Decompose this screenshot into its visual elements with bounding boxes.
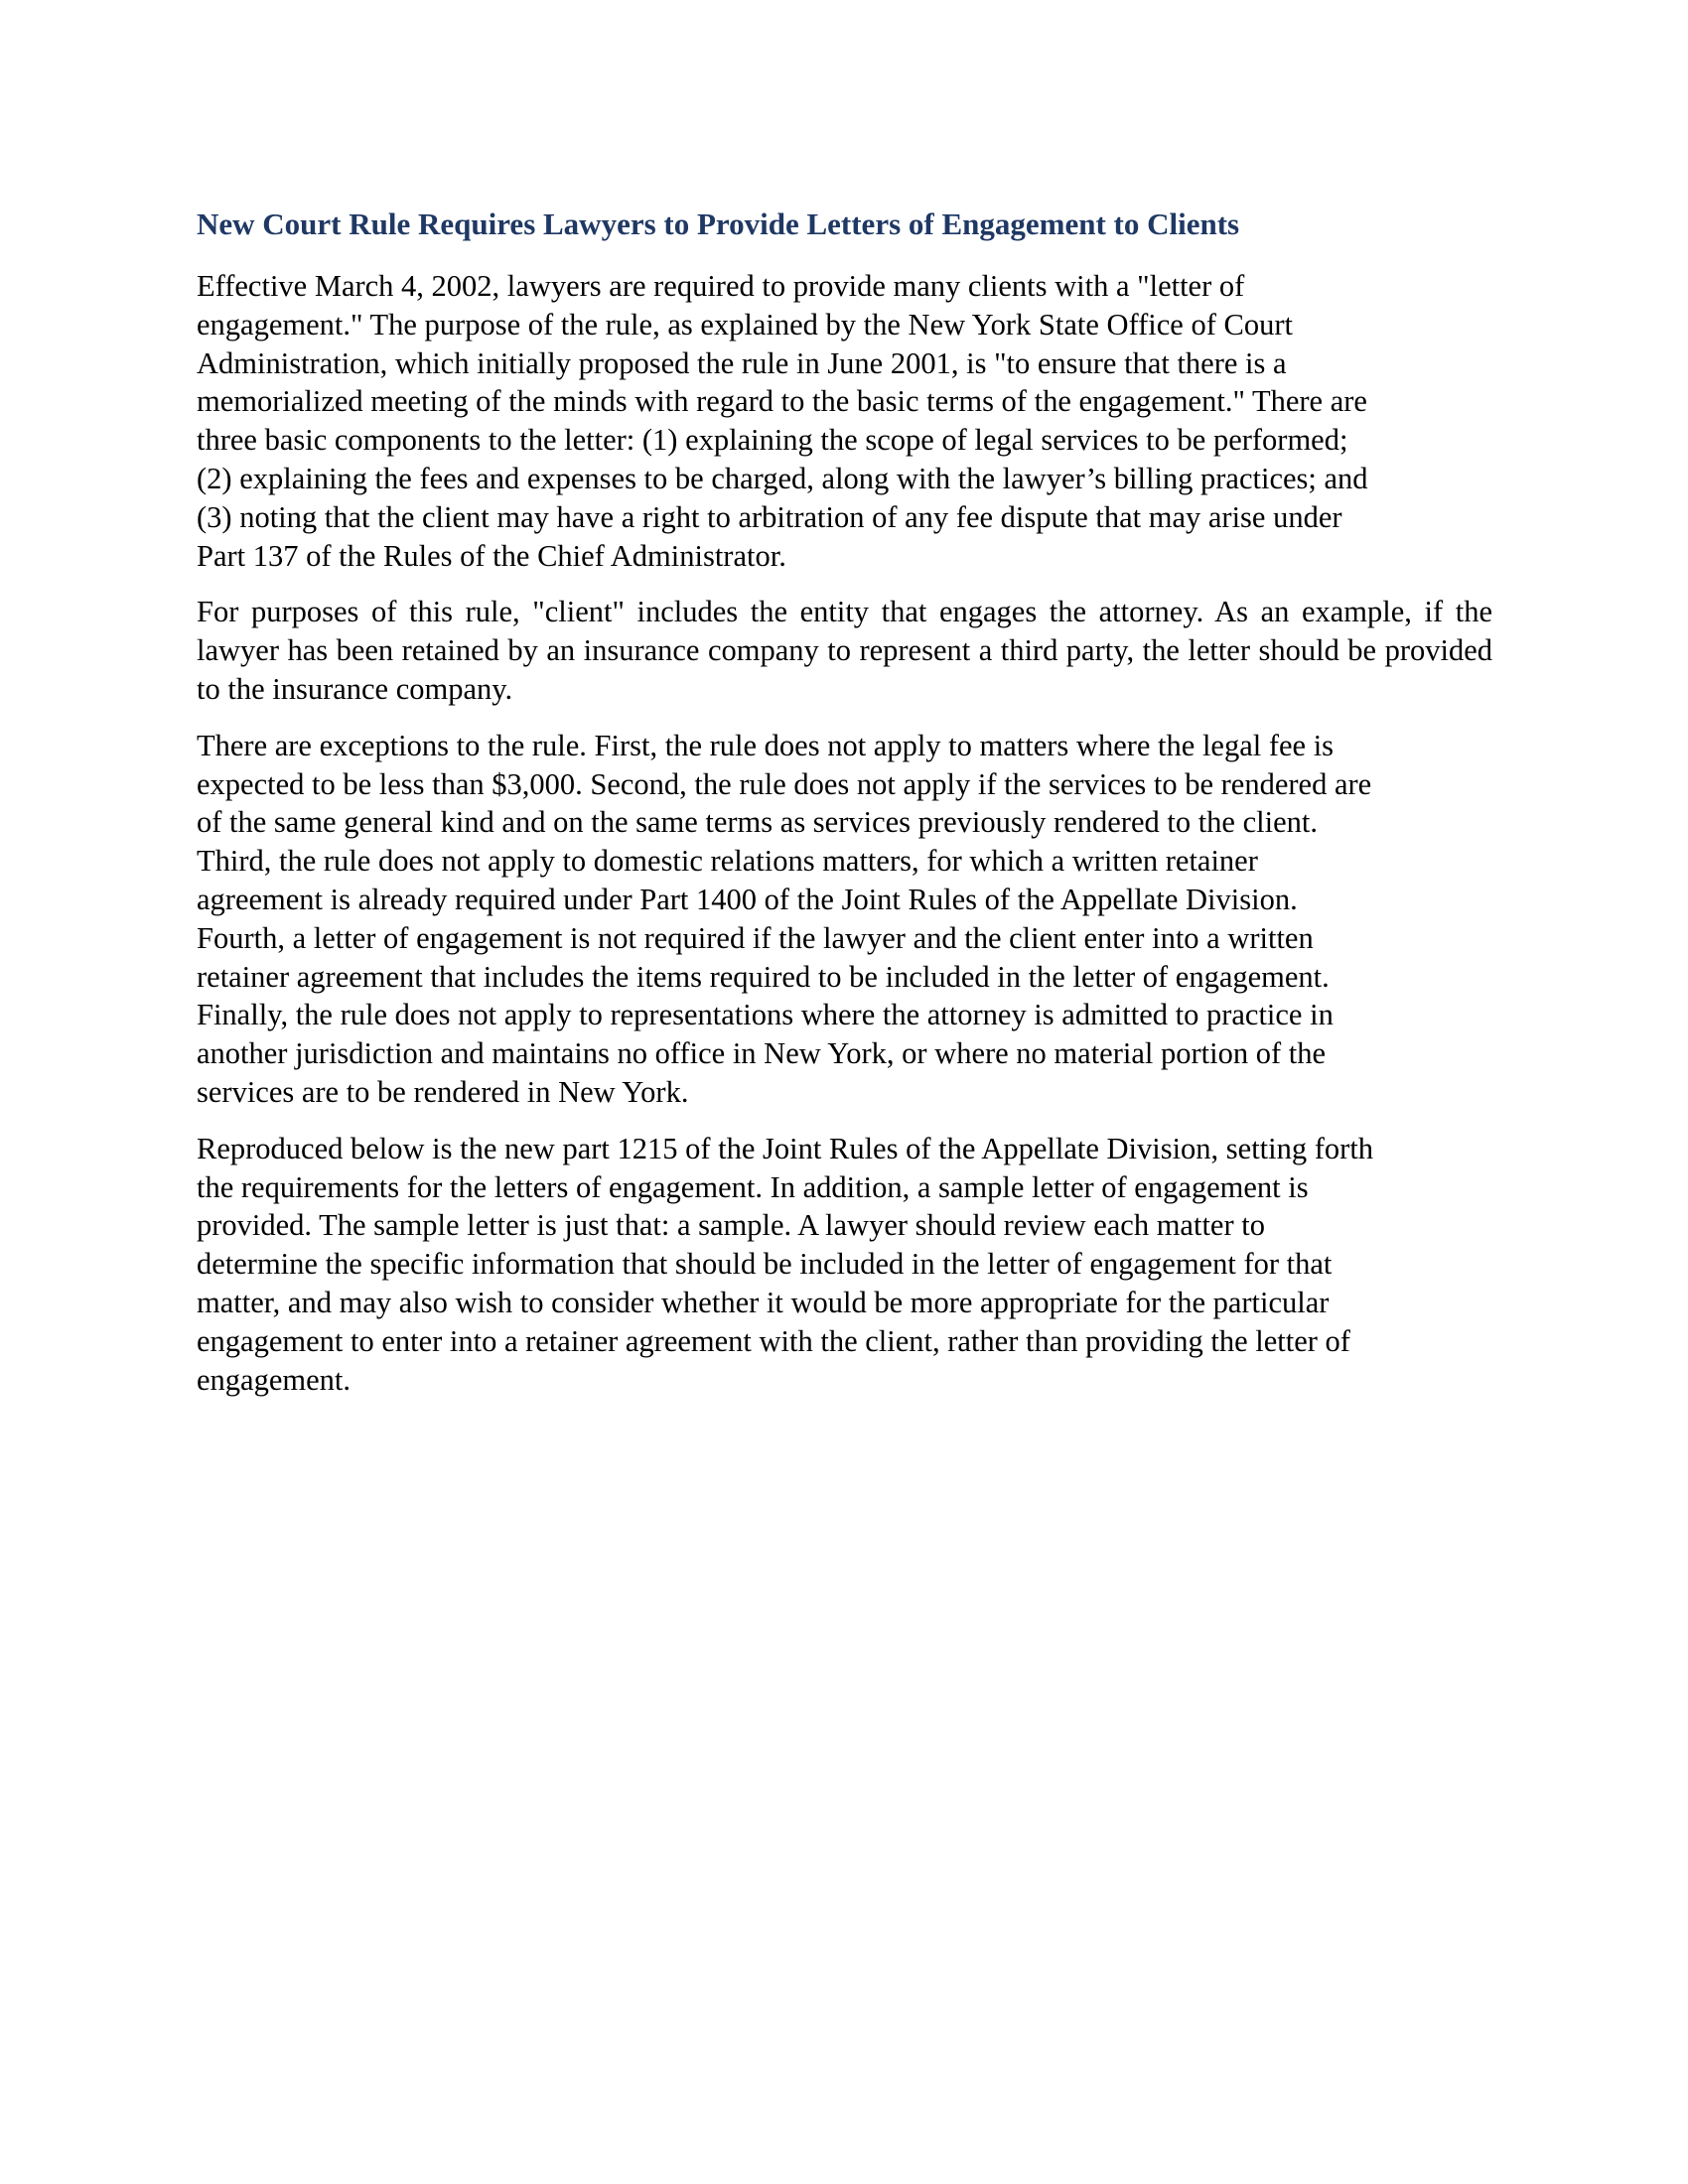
text-line: There are exceptions to the rule. First, the rule does not apply to matters where the legal fee is xyxy=(197,728,1335,762)
text-line: Reproduced below is the new part 1215 of the Joint Rules of the Appellate Division, setting forth xyxy=(197,1131,1374,1165)
text-line: services are to be rendered in New York. xyxy=(197,1074,689,1109)
text-line: engagement. xyxy=(197,1362,351,1397)
text-line: engagement." The purpose of the rule, as explained by the New York State Office of Court xyxy=(197,307,1293,341)
paragraph-client-definition: For purposes of this rule, "client" includes the entity that engages the attorney. As an example, if the lawyer has been retained by an insurance company to represent a third party, the letter should be provided to the insurance company. xyxy=(197,595,1492,706)
text-line: engagement to enter into a retainer agreement with the client, rather than providing the letter of xyxy=(197,1323,1350,1358)
text-line: Finally, the rule does not apply to representations where the attorney is admitted to practice in xyxy=(197,998,1334,1032)
text-line: three basic components to the letter: (1) explaining the scope of legal services to be performed; xyxy=(197,423,1348,458)
text-line: Third, the rule does not apply to domestic relations matters, for which a written retainer xyxy=(197,844,1258,879)
text-line: Fourth, a letter of engagement is not required if the lawyer and the client enter into a written xyxy=(197,920,1314,955)
text-line: matter, and may also wish to consider whether it would be more appropriate for the particular xyxy=(197,1285,1330,1319)
text-line: agreement is already required under Part 1400 of the Joint Rules of the Appellate Division. xyxy=(197,882,1298,916)
text-line: determine the specific information that should be included in the letter of engagement for that xyxy=(197,1247,1333,1282)
text-line: Part 137 of the Rules of the Chief Administrator. xyxy=(197,538,786,573)
text-line: retainer agreement that includes the items required to be included in the letter of engagement. xyxy=(197,959,1330,994)
document-body xyxy=(197,204,1492,1417)
text-line: (2) explaining the fees and expenses to be charged, along with the lawyer’s billing practices; and xyxy=(197,461,1368,495)
text-line: (3) noting that the client may have a right to arbitration of any fee dispute that may arise under xyxy=(197,499,1342,534)
text-line: the requirements for the letters of engagement. In addition, a sample letter of engagement is xyxy=(197,1169,1309,1204)
paragraph-effective-date xyxy=(197,267,1492,575)
text-line: Administration, which initially proposed the rule in June 2001, is "to ensure that there is a xyxy=(197,345,1287,380)
document-title: New Court Rule Requires Lawyers to Provide Letters of Engagement to Clients xyxy=(197,206,1240,241)
paragraph-reproduced-below xyxy=(197,1130,1492,1400)
text-line: Effective March 4, 2002, lawyers are required to provide many clients with a "letter of xyxy=(197,269,1245,303)
text-line: of the same general kind and on the same terms as services previously rendered to the client. xyxy=(197,805,1318,840)
text-line: provided. The sample letter is just that: a sample. A lawyer should review each matter to xyxy=(197,1208,1265,1243)
text-line: memorialized meeting of the minds with regard to the basic terms of the engagement." There are xyxy=(197,384,1367,419)
text-line: expected to be less than $3,000. Second, the rule does not apply if the services to be rendered are xyxy=(197,766,1372,801)
text-line: another jurisdiction and maintains no office in New York, or where no material portion of the xyxy=(197,1036,1326,1071)
paragraph-exceptions xyxy=(197,727,1492,1112)
